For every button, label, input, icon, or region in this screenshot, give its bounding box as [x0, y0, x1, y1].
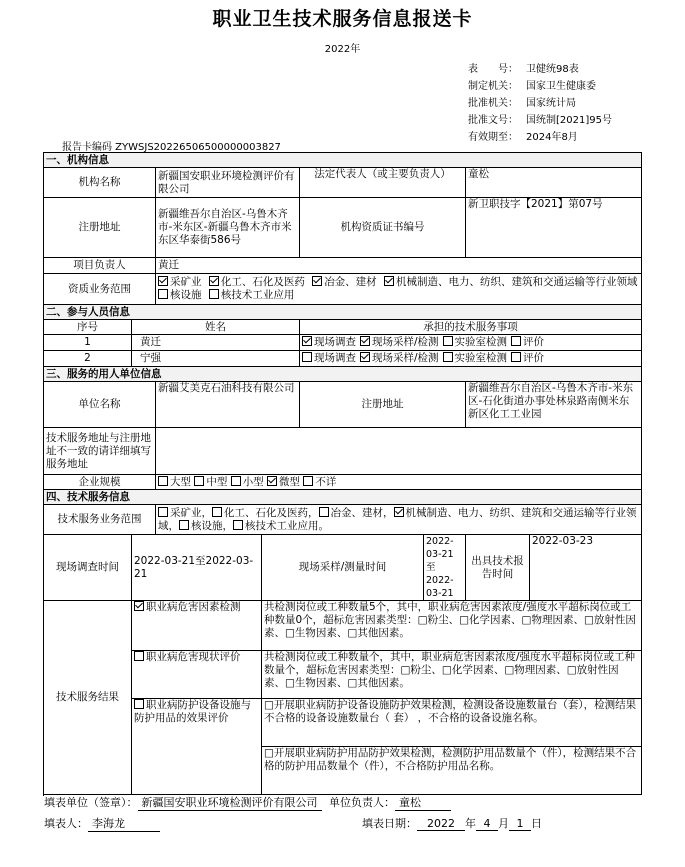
form-title: 职业卫生技术服务信息报送卡 [212, 8, 473, 30]
item-option[interactable]: 现场采样/检测 [360, 336, 439, 348]
result-detection-label: 职业病危害因素检测 [132, 601, 262, 651]
checkbox-checked-icon [267, 476, 277, 486]
checkbox-checked-icon [209, 276, 219, 286]
result-assessment-text: 共检测岗位或工种数量个，其中，职业病危害因素浓度/强度水平超标岗位或工种数量个，超标危害因素类型：□粉尘、□化学因素、□物理因素、□放射性因素、□生物因素、□其他因素。 [262, 651, 642, 699]
qual-scope-label: 资质业务范围 [44, 274, 156, 305]
checkbox-icon [319, 507, 329, 517]
meta-row: 批准文号： 国统制[2021]95号 [468, 115, 612, 126]
form-year: 2022年 [324, 44, 361, 55]
result-label: 技术服务结果 [44, 601, 132, 795]
staff-items [300, 335, 642, 351]
project-lead-label: 项目负责人 [44, 258, 156, 274]
qual-scope-options [156, 274, 642, 305]
reg-address-label: 注册地址 [44, 198, 156, 258]
org-name-label: 机构名称 [44, 168, 156, 198]
report-time-value: 2022-03-23 [530, 535, 642, 601]
staff-row [44, 351, 642, 367]
item-option[interactable]: 评价 [511, 336, 544, 348]
section-1-header: 一、机构信息 [44, 153, 642, 168]
result-detection-text: 共检测岗位或工种数量5个，其中，职业病危害因素浓度/强度水平超标岗位或工种数量0个，超标危害因素类型：□粉尘、□化学因素、□物理因素、□放射性因素、□生物因素、□其他因素。 [262, 601, 642, 651]
info-form-table [43, 152, 642, 795]
section-2-header: 二、参与人员信息 [44, 305, 642, 320]
date-year-field[interactable]: 2022 [417, 817, 465, 831]
staff-name: 黄迁 [132, 335, 300, 351]
checkbox-icon [303, 476, 313, 486]
legal-rep-label: 法定代表人（或主要负责人） [300, 168, 466, 198]
item-option[interactable]: 现场调查 [302, 352, 356, 364]
service-scope-option[interactable]: 采矿业， [158, 507, 212, 519]
report-time-label: 出具技术报告时间 [466, 535, 530, 601]
meta-row: 批准机关： 国家统计局 [468, 98, 576, 109]
meta-row: 表 号： 卫健统98表 [468, 64, 579, 75]
company-size-label: 企业规模 [44, 475, 156, 490]
checkbox-icon [194, 476, 204, 486]
item-option[interactable]: 评价 [511, 352, 544, 364]
service-scope-options [156, 505, 642, 535]
checkbox-icon [179, 520, 189, 530]
service-scope-option[interactable]: 核设施， [179, 520, 233, 532]
project-lead-value: 黄迁 [156, 258, 642, 274]
filler-field[interactable]: 李海龙 [88, 815, 160, 832]
result-assessment-label: 职业病危害现状评价 [132, 651, 262, 699]
service-scope-label: 技术服务业务范围 [44, 505, 156, 535]
size-option[interactable]: 微型 [267, 476, 300, 488]
checkbox-icon[interactable] [134, 699, 144, 709]
cert-label: 机构资质证书编号 [300, 198, 466, 258]
unit-head-field[interactable]: 童松 [395, 794, 451, 811]
size-option[interactable]: 大型 [158, 476, 191, 488]
service-scope-option[interactable]: 核技术工业应用。 [233, 520, 329, 532]
scope-option[interactable]: 化工、石化及医药 [209, 276, 305, 288]
checkbox-icon [231, 476, 241, 486]
staff-items [300, 351, 642, 367]
footer-filler-line: 填表人： 李海龙 [44, 815, 160, 832]
col-header-no: 序号 [44, 320, 132, 335]
result-protection-gear-text: □开展职业病防护用品防护效果检测，检测防护用品数量个（件），检测结果不合格的防护用品数量个（件），不合格防护用品名称。 [262, 747, 642, 795]
checkbox-icon [302, 352, 312, 362]
unit-address-label: 注册地址 [300, 382, 466, 428]
checkbox-icon [443, 352, 453, 362]
filling-unit-field[interactable]: 新疆国安职业环境检测评价有限公司 [138, 794, 322, 811]
date-month-field[interactable]: 4 [476, 817, 498, 831]
checkbox-checked-icon [302, 336, 312, 346]
cert-value: 新卫职技字【2021】第07号 [466, 198, 642, 258]
checkbox-icon [158, 289, 168, 299]
company-size-options [156, 475, 642, 490]
result-protection-label: 职业病防护设备设施与防护用品的效果评价 [132, 699, 262, 795]
item-option[interactable]: 现场调查 [302, 336, 356, 348]
scope-option[interactable]: 核设施 [158, 289, 202, 301]
unit-address-value: 新疆维吾尔自治区-乌鲁木齐市-米东区-石化街道办事处林泉路南侧米东新区化工工业园 [466, 382, 642, 428]
size-option[interactable]: 中型 [194, 476, 227, 488]
staff-row [44, 335, 642, 351]
survey-time-label: 现场调查时间 [44, 535, 132, 601]
footer-date-line: 填表日期： 2022 年 4 月 1 日 [362, 817, 542, 830]
reg-address-value: 新疆维吾尔自治区-乌鲁木齐市-米东区-新疆乌鲁木齐市米东区华泰街586号 [156, 198, 300, 258]
size-option[interactable]: 不详 [303, 476, 336, 488]
col-header-items: 承担的技术服务事项 [300, 320, 642, 335]
staff-no: 2 [44, 351, 132, 367]
checkbox-checked-icon [360, 336, 370, 346]
unit-name-value: 新疆艾美克石油科技有限公司 [156, 382, 300, 428]
item-option[interactable]: 实验室检测 [443, 336, 508, 348]
staff-no: 1 [44, 335, 132, 351]
checkbox-icon [158, 476, 168, 486]
scope-option[interactable]: 机械制造、电力、纺织、建筑和交通运输等行业领域 [384, 276, 638, 288]
col-header-name: 姓名 [132, 320, 300, 335]
scope-option[interactable]: 采矿业 [158, 276, 202, 288]
survey-time-value: 2022-03-21至2022-03-21 [132, 535, 262, 601]
legal-rep-value: 童松 [466, 168, 642, 198]
sampling-time-value: 2022-03-21至2022-03-21 [424, 535, 466, 601]
date-day-field[interactable]: 1 [509, 817, 531, 831]
item-option[interactable]: 实验室检测 [443, 352, 508, 364]
checkbox-checked-icon [158, 276, 168, 286]
service-address-value [156, 428, 642, 475]
sampling-time-label: 现场采样/测量时间 [262, 535, 424, 601]
service-scope-option[interactable]: 机械制造、电力、纺织、建筑和交通运输等行业领域， [158, 506, 637, 532]
checkbox-icon [511, 352, 521, 362]
service-address-label: 技术服务地址与注册地址不一致的请详细填写服务地址 [44, 428, 156, 475]
meta-row: 制定机关： 国家卫生健康委 [468, 81, 596, 92]
checkbox-icon [212, 507, 222, 517]
unit-name-label: 单位名称 [44, 382, 156, 428]
checkbox-checked-icon [394, 507, 404, 517]
meta-row: 有效期至： 2024年8月 [468, 132, 578, 143]
org-name-value: 新疆国安职业环境检测评价有限公司 [156, 168, 300, 198]
scope-option[interactable]: 核技术工业应用 [209, 289, 295, 301]
checkbox-icon [233, 520, 243, 530]
checkbox-checked-icon [312, 276, 322, 286]
checkbox-icon [209, 289, 219, 299]
card-number: 报告卡编码 ZYWSJS20226506500000003827 [62, 142, 281, 153]
section-4-header: 四、技术服务信息 [44, 490, 642, 505]
checkbox-icon [443, 336, 453, 346]
footer-unit-line: 填表单位（签章）： 新疆国安职业环境检测评价有限公司 单位负责人： 童松 [44, 794, 451, 811]
checkbox-icon [511, 336, 521, 346]
section-3-header: 三、服务的用人单位信息 [44, 367, 642, 382]
staff-name: 宁强 [132, 351, 300, 367]
result-protection-equipment-text: □开展职业病防护设备设施防护效果检测，检测设备设施数量台（套），检测结果不合格的设备设施数量台（ 套） ，不合格的设备设施名称。 [262, 699, 642, 747]
checkbox-checked-icon [384, 276, 394, 286]
scope-option[interactable]: 冶金、建材 [312, 276, 377, 288]
size-option[interactable]: 小型 [231, 476, 264, 488]
service-scope-option[interactable]: 冶金、建材， [319, 507, 394, 519]
checkbox-checked-icon[interactable] [134, 601, 144, 611]
service-scope-option[interactable]: 化工、石化及医药， [212, 507, 319, 519]
checkbox-icon[interactable] [134, 651, 144, 661]
item-option[interactable]: 现场采样/检测 [360, 352, 439, 364]
checkbox-checked-icon [360, 352, 370, 362]
checkbox-icon [158, 507, 168, 517]
